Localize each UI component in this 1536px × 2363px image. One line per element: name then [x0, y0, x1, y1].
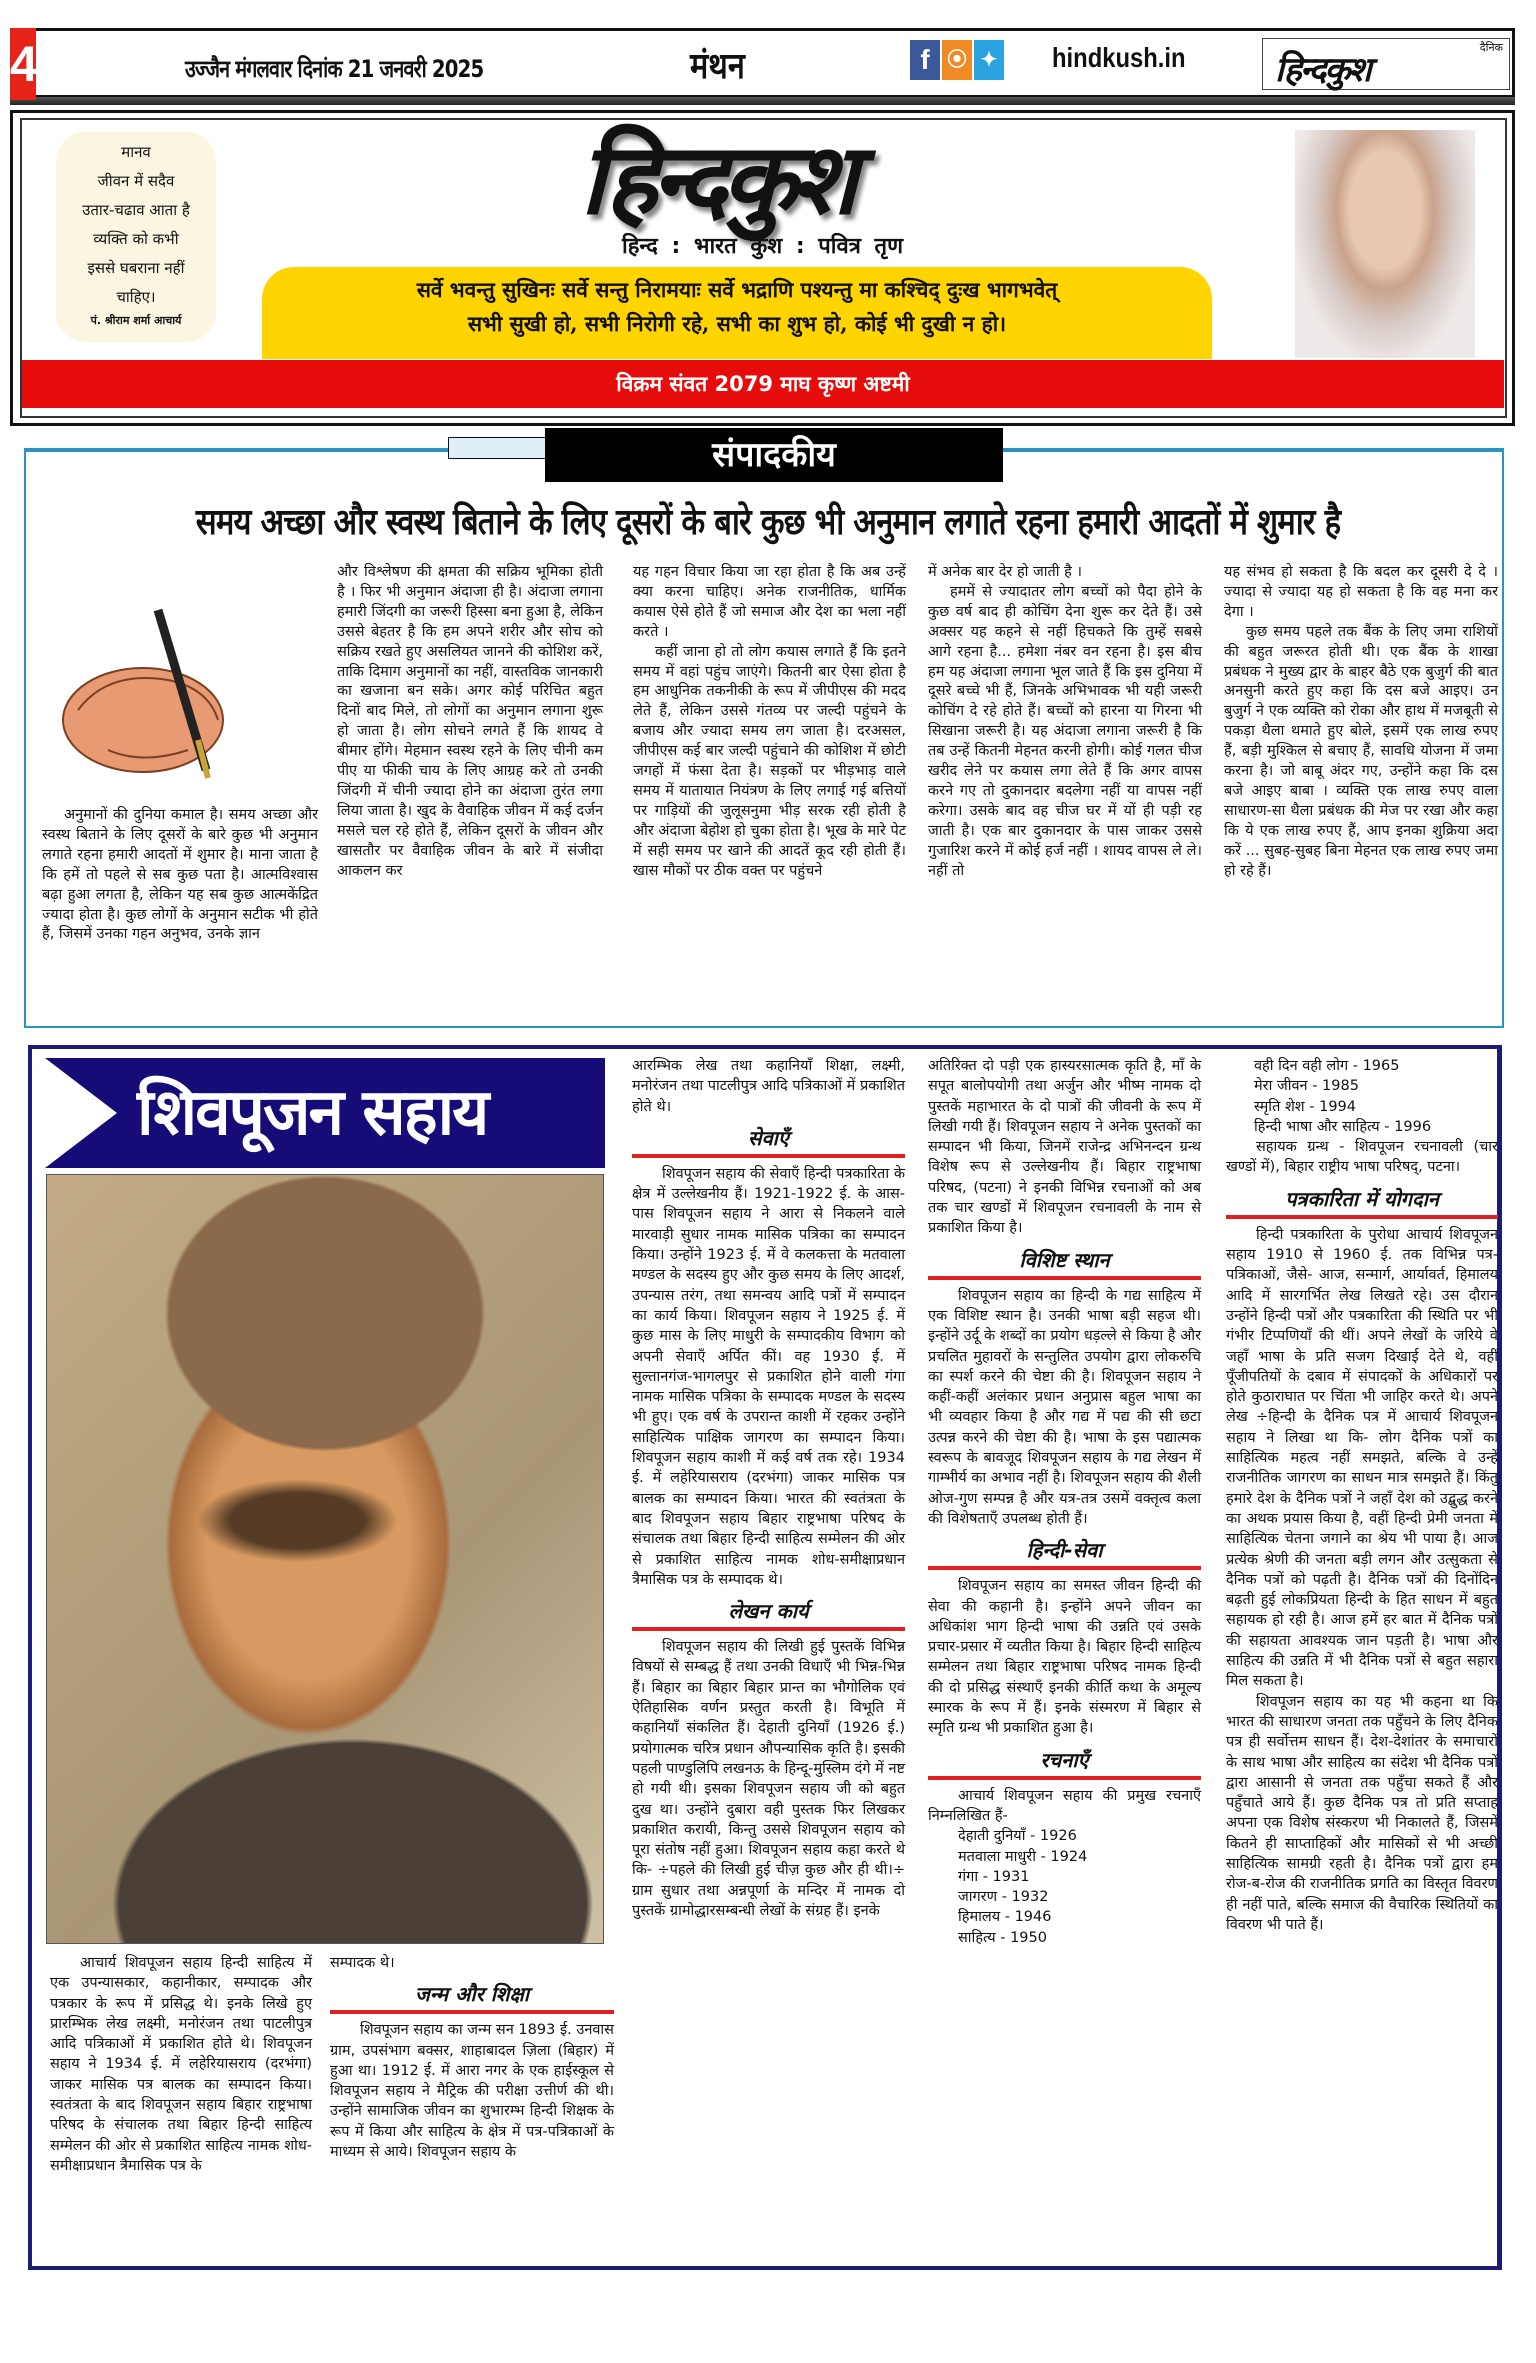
paragraph: कहीं जाना हो तो लोग कयास लगाते हैं कि इतने समय में वहां पहुंच जाएंगे। कितनी बार ऐसा होता है हम आधुनिक तकनीकी के रूप में जीपीएस की मदद लेते हैं, लेकिन उससे गंतव्य पर जल्दी पहुंचने के बजाय और ज्यादा समय लग जाता है। दरअसल, जीपीएस कई बार जल्दी पहुंचाने की कोशिश में छोटी जगहों में फंसा देता है। सड़कों पर भीड़भाड़ वाले समय में यातायात नियंत्रण के लिए लगाई गई बत्तियों पर गाड़ियों की जुलूसनुमा भीड़ सरक रही होती है और अंदाजा बेहोश हो चुका होता है। भूख के मारे पेट में सही समय पर खाने की आदतें कूद रही होती हैं। खास मौकों पर ठीक वक्त पर पहुंचने	[633, 643, 906, 879]
arrow-icon	[45, 1058, 117, 1168]
mini-logo-dainik: दैनिक	[1479, 41, 1503, 54]
social-links	[910, 40, 1004, 80]
paragraph: शिवपूजन सहाय का यह भी कहना था कि भारत की साधारण जनता तक पहुँचने के लिए दैनिक पत्र ही सर्वोत्तम साधन हैं। देश-देशांतर के समाचारों के साथ भाषा और साहित्य का संदेश भी दैनिक पत्रों द्वारा आसानी से जनता तक पहुँचा सकते हैं और पहुँचाते आये हैं। कुछ दैनिक पत्र तो प्रति सप्ताह अपना एक विशेष संस्करण भी निकालते हैं, जिसमें कितने ही साप्ताहिकों और मासिकों से भी अच्छी साहित्यिक सामग्री रहती है। दैनिक पत्रों द्वारा हम रोज-ब-रोज की राजनीतिक प्रगति का विस्तृत विवरण ही नहीं पाते, बल्कि समाज की वैचारिक स्थितियों का विवरण भी पाते हैं।	[1226, 1693, 1498, 1933]
section-heading: लेखन कार्य	[632, 1596, 905, 1631]
reference-note: सहायक ग्रन्थ - शिवपूजन रचनावली (चार खण्डों में), बिहार राष्ट्रीय भाषा परिषद्, पटना।	[1226, 1139, 1498, 1176]
list-item: गंगा - 1931	[958, 1868, 1030, 1885]
paragraph: और विश्लेषण की क्षमता की सक्रिय भूमिका होती है । फिर भी अनुमान अंदाजा ही है। अंदाजा लगाना हमारी जिंदगी का जरूरी हिस्सा बना हुआ है, लेकिन उससे बेहतर है कि हम अपने शरीर और सोच को सक्रिय रखते हुए असलियत जानने की कोशिश करें, ताकि दिमाग अनुमानों का नहीं, वास्तविक जानकारी का खजाना बन सके। अगर कोई परिचित बहुत दिनों बाद मिले, तो लोगों का अनुमान लगाना शुरू हो जाता है। लोग सोचने लगते हैं कि शायद वे बीमार होंगे। मेहमान स्वस्थ रहने के लिए चीनी कम पीए या फीकी चाय के लिए आग्रह करे तो उनकी जिंदगी में चीनी ज्यादा होने का अंदाजा तुरंत लगा लिया जाता है। खुद के वैवाहिक जीवन में कई दर्जन मसले चल रहे होते हैं, लेकिन दूसरों के जीवन और खासतौर पर वैवाहिक जीवन के बारे में संजीदा आकलन कर	[337, 564, 603, 879]
paragraph: शिवपूजन सहाय का समस्त जीवन हिन्दी की सेवा की कहानी है। इन्होंने अपने जीवन का अधिकांश भाग हिन्दी भाषा की उन्नति एवं उसके प्रचार-प्रसार में व्यतीत किया है। बिहार हिन्दी साहित्य सम्मेलन तथा बिहार राष्ट्रभाषा परिषद नामक हिन्दी की दो प्रसिद्ध संस्थाएँ इनकी कीर्ति कथा के अमूल्य स्मारक के रूप में हैं। इनके संस्मरण में बिहार से स्मृति ग्रन्थ भी प्रकाशित हुआ है।	[928, 1578, 1201, 1737]
facebook-icon[interactable]: f	[910, 40, 940, 80]
page-number: 4	[10, 28, 36, 100]
section-heading: जन्म और शिक्षा	[330, 1979, 614, 2014]
quote-line: जीवन में सदैव	[97, 172, 175, 190]
paragraph: आचार्य शिवपूजन सहाय की प्रमुख रचनाएँ निम्नलिखित हैं-	[928, 1787, 1201, 1824]
paragraph: अतिरिक्त दो पड़ी एक हास्यरसात्मक कृति है, माँ के सपूत बालोपयोगी तथा अर्जुन और भीष्म नामक दो पुस्तकें महाभारत के दो पात्रों की जीवनी के रूप में लिखी गयी हैं। शिवपूजन सहाय ने अनेक पुस्तकों का सम्पादन भी किया, जिनमें राजेन्द्र अभिनन्दन ग्रन्थ विशेष रूप से उल्लेखनीय हैं। बिहार राष्ट्रभाषा परिषद, (पटना) ने इनकी विभिन्न रचनाओं को अब तक चार खण्डों में शिवपूजन रचनावली के नाम से प्रकाशित किया है।	[928, 1058, 1201, 1237]
section-heading: हिन्दी-सेवा	[928, 1535, 1201, 1570]
mini-logo-name: हिन्दकुश	[1275, 50, 1370, 90]
editorial-column-4	[928, 563, 1202, 882]
paragraph: शिवपूजन सहाय की लिखी हुई पुस्तकें विभिन्न विषयों से सम्बद्ध हैं तथा उनकी विधाएँ भी भिन्न-भिन्न हैं। बिहार का बिहार बिहार प्रान्त का भौगोलिक एवं ऐतिहासिक वर्णन प्रस्तुत करती है। विभूति में कहानियाँ संकलित हैं। देहाती दुनियाँ (1926 ई.) प्रयोगात्मक चरित्र प्रधान औपन्यासिक कृति है। इसकी पहली पाण्डुलिपि लखनऊ के हिन्दू-मुस्लिम दंगे में नष्ट हो गयी थी। इसका शिवपूजन सहाय जी को बहुत दुख था। उन्होंने दुबारा वही पुस्तक फिर लिखकर प्रकाशित करायी, किन्तु उससे शिवपूजन सहाय को पूरा संतोष नहीं हुआ। शिवपूजन सहाय कहा करते थे कि- ÷पहले की लिखी हुई चीज़ कुछ और ही थी।÷ ग्राम सुधार तथा अन्नपूर्णा के मन्दिर में नामक दो पुस्तकें ग्रामोद्धारसम्बन्धी लेखों के संग्रह हैं। इनके	[632, 1639, 905, 1919]
list-item: मतवाला माधुरी - 1924	[958, 1848, 1088, 1865]
paragraph: कुछ समय पहले तक बैंक के लिए जमा राशियों की बहुत जरूरत होती थी। एक बैंक के शाखा प्रबंधक ने मुख्य द्वार के बाहर बैठे एक बुजुर्ग की बात अनसुनी करते हुए कहा कि दस बजे आइए। उन बुजुर्ग ने एक व्यक्ति को रोका और हाथ में मजबूती से पकड़ा थैला थमाते हुए बोले, इसमें एक लाख रुपए हैं, बड़ी मुश्किल से बचाए हैं, सावधि योजना में जमा करना है। जो बाबू अंदर गए, उन्होंने कहा कि दस बजे आइए बाबा । व्यक्ति एक लाख रुपए वाला साधारण-सा थैला प्रबंधक की मेज पर रखा और कहा कि ये एक लाख रुपए हैं, आप इनका शुक्रिया अदा करें ... सुबह-सुबह बिना मेहनत एक लाख रुपए जमा हो रहे हैं।	[1224, 623, 1498, 879]
editorial-column-2	[337, 563, 603, 882]
header-shadow-bar	[10, 97, 1515, 105]
mini-masthead-logo	[1262, 38, 1510, 90]
paragraph: हिन्दी पत्रकारिता के पुरोधा आचार्य शिवपूजन सहाय 1910 से 1960 ई. तक विभिन्न पत्र-पत्रिकाओं, जैसे- आज, सन्मार्ग, आर्यावर्त, हिमालय आदि में सारगर्भित लेख लिखते रहे। उस दौरान उन्होंने हिन्दी पत्रों और पत्रकारिता की स्थिति पर भी गंभीर टिप्पणियाँ की थीं। अपने लेखों के जरिये वे जहाँ भाषा के प्रति सजग दिखाई देते थे, वहीं पूँजीपतियों के दबाव में संपादकों के अधिकारों पर होते कुठाराघात पर चिंता भी जाहिर करते थे। अपने लेख ÷हिन्दी के दैनिक पत्र में आचार्य शिवपूजन सहाय ने लिखा था कि- लोग दैनिक पत्रों का साहित्यिक महत्व नहीं समझते, बल्कि वे उन्हें राजनीतिक जागरण का साधन मात्र समझते हैं। किंतु हमारे देश के दैनिक पत्रों ने जहाँ देश को उद्बुद्ध करने का अथक प्रयास किया है, वहीं हिन्दी प्रेमी जनता में साहित्यिक चेतना जगाने का श्रेय भी पाया है। आज प्रत्येक श्रेणी की जनता बड़ी लगन और उत्सुकता से दैनिक पत्रों को पढ़ती है। दैनिक पत्रों की दिनोंदिन बढ़ती हुई लोकप्रियता हिन्दी के हित साधन में बहुत सहायक हो रही है। आज हमें हर बात में दैनिक पत्रों की सहायता आवश्यक जान पड़ती है। भाषा और साहित्य की उन्नति में भी दैनिक पत्रों से बहुत सहारा मिल सकता है।	[1226, 1226, 1498, 1690]
masthead-tagline: हिन्द : भारत कुश : पवित्र तृण	[622, 234, 903, 259]
list-item: हिमालय - 1946	[958, 1909, 1052, 1926]
quote-author: पं. श्रीराम शर्मा आचार्य	[90, 314, 182, 327]
paragraph: हममें से ज्यादातर लोग बच्चों को पैदा होने के कुछ वर्ष बाद ही कोचिंग देना शुरू कर देते हैं। उसे अक्सर यह कहने से नहीं हिचकते कि तुम्हें सबसे आगे रहना है... हमेशा नंबर वन रहना है। इस बीच हम यह अंदाजा लगाना भूल जाते हैं कि इस दुनिया में दूसरे बच्चे भी हैं, जिनके अभिभावक भी यही जरूरी कोचिंग दे रहे होते हैं। बच्चों को हारना या गिरना भी सिखाना जरूरी है। यह अंदाजा लगाना जरूरी है कि तब उन्हें कितनी मेहनत करनी होगी। कोई गलत चीज खरीद लेने पर कयास लगा लेते हैं कि अगर वापस करने गए तो दुकानदार बदलेगा नहीं या वापस नहीं करेगा। उसके बाद वह चीज घर में यों ही पड़ी रह जाती है। एक बार दुकानदार के पास जाकर उससे गुजारिश करने में कोई हर्ज नहीं । शायद वापस ले ले। नहीं तो	[928, 583, 1202, 879]
website-link[interactable]: hindkush.in	[1052, 42, 1186, 73]
paragraph: आरम्भिक लेख तथा कहानियाँ शिक्षा, लक्ष्मी, मनोरंजन तथा पाटलीपुत्र आदि पत्रिकाओं में प्रकाशित होते थे।	[632, 1058, 905, 1115]
list-item: साहित्य - 1950	[958, 1929, 1047, 1946]
founder-portrait	[1295, 130, 1475, 358]
feature-portrait	[46, 1174, 604, 1944]
paragraph: सम्पादक थे।	[330, 1955, 395, 1971]
quote-box	[56, 132, 216, 342]
list-item: देहाती दुनियाँ - 1926	[958, 1828, 1077, 1845]
feature-title: शिवपूजन सहाय	[137, 1076, 488, 1150]
mantra-hindi: सभी सुखी हो, सभी निरोगी रहे, सभी का शुभ हो, कोई भी दुखी न हो।	[467, 311, 1007, 336]
mantra-banner	[262, 267, 1212, 359]
feature-title-banner	[45, 1058, 605, 1168]
paragraph: शिवपूजन सहाय की सेवाएँ हिन्दी पत्रकारिता के क्षेत्र में उल्लेखनीय हैं। 1921-1922 ई. के आस-पास शिवपूजन सहाय ने आरा से निकलने वाले मारवाड़ी सुधार नामक मासिक पत्रिका का सम्पादन किया। उन्होंने 1923 ई. में वे कलकत्ता के मतवाला मण्डल के सदस्य हुए और कुछ समय के लिए आदर्श, उपन्यास तरंग, तथा समन्वय आदि पत्रों में सम्पादन का कार्य किया। शिवपूजन सहाय ने 1925 ई. में कुछ मास के लिए माधुरी के सम्पादकीय विभाग को अपनी सेवाएँ अर्पित कीं। वह 1930 ई. में सुल्तानगंज-भागलपुर से प्रकाशित होने वाली गंगा नामक मासिक पत्रिका के सम्पादक मण्डल के सदस्य भी हुए। एक वर्ष के उपरान्त काशी में रहकर उन्होंने साहित्यिक पाक्षिक जागरण का सम्पादन किया। शिवपूजन सहाय काशी में कई वर्ष तक रहे। 1934 ई. में लहेरियासराय (दरभंगा) जाकर मासिक पत्र बालक का सम्पादन किया। भारत की स्वतंत्रता के बाद शिवपूजन सहाय बिहार राष्ट्रभाषा परिषद के संचालक तथा बिहार हिन्दी साहित्य सम्मेलन की ओर से प्रकाशित साहित्य नामक शोध-समीक्षाप्रधान त्रैमासिक पत्र के सम्पादक थे।	[632, 1165, 905, 1588]
editorial-column-5	[1224, 563, 1498, 882]
editorial-column-1	[42, 806, 318, 945]
quote-line: चाहिए।	[116, 288, 156, 306]
editorial-headline: समय अच्छा और स्वस्थ बिताने के लिए दूसरों के बारे कुछ भी अनुमान लगाते रहना हमारी आदतों में शुमार है	[195, 502, 1341, 543]
paragraph: में अनेक बार देर हो जाती है ।	[928, 564, 1082, 580]
list-item: स्मृति शेश - 1994	[1254, 1098, 1357, 1115]
feature-column-5	[1226, 1056, 1498, 1935]
quote-line: इससे घबराना नहीं	[87, 259, 185, 277]
paragraph: यह संभव हो सकता है कि बदल कर दूसरी दे दे । ज्यादा से ज्यादा यह हो सकता है कि वह मना कर देगा ।	[1224, 564, 1498, 620]
section-heading: विशिष्ट स्थान	[928, 1245, 1201, 1280]
quote-line: मानव	[121, 143, 151, 161]
section-name: मंथन	[690, 46, 745, 87]
date-line: उज्जैन मंगलवार दिनांक 21 जनवरी 2025	[185, 55, 484, 83]
paragraph: शिवपूजन सहाय का जन्म सन 1893 ई. उनवास ग्राम, उपसंभाग बक्सर, शाहाबादल ज़िला (बिहार) में हुआ था। 1912 ई. में आरा नगर के एक हाईस्कूल से शिवपूजन सहाय ने मैट्रिक की परीक्षा उत्तीर्ण की थी। उन्होंने सामाजिक जीवन का शुभारम्भ हिन्दी शिक्षक के रूप में किया और साहित्य के क्षेत्र में पत्र-पत्रिकाओं के माध्यम से आये। शिवपूजन सहाय के	[330, 2022, 614, 2161]
editorial-column-3	[633, 563, 906, 882]
editorial-label: संपादकीय	[545, 428, 1003, 482]
mantra-sanskrit: सर्वे भवन्तु सुखिनः सर्वे सन्तु निरामयाः सर्वे भद्राणि पश्यन्तु मा कश्चिद् दुःख भागभवेत्	[416, 277, 1058, 302]
samvat-bar: विक्रम संवत 2079 माघ कृष्ण अष्टमी	[22, 360, 1504, 408]
list-item: जागरण - 1932	[958, 1889, 1049, 1906]
works-list	[928, 1826, 1201, 1948]
paragraph: यह गहन विचार किया जा रहा होता है कि अब उन्हें क्या करना चाहिए। अनेक राजनीतिक, धार्मिक कयास ऐसे होते हैं जो समाज और देश का भला नहीं करते ।	[633, 564, 906, 640]
works-list-continued	[1226, 1056, 1498, 1137]
paragraph: आचार्य शिवपूजन सहाय हिन्दी साहित्य में एक उपन्यासकार, कहानीकार, सम्पादक और पत्रकार के रूप में प्रसिद्ध थे। इनके लिखे हुए प्रारम्भिक लेख लक्ष्मी, मनोरंजन तथा पाटलीपुत्र आदि पत्रिकाओं में प्रकाशित होते थे। शिवपूजन सहाय ने 1934 ई. में लहेरियासराय (दरभंगा) जाकर मासिक पत्र बालक का सम्पादन किया। स्वतंत्रता के बाद शिवपूजन सहाय बिहार राष्ट्रभाषा परिषद के संचालक तथा बिहार हिन्दी साहित्य सम्मेलन की ओर से प्रकाशित साहित्य नामक शोध-समीक्षाप्रधान त्रैमासिक पत्र के	[50, 1955, 312, 2174]
masthead-logo: हिन्दकुश	[580, 123, 852, 237]
paragraph: शिवपूजन सहाय का हिन्दी के गद्य साहित्य में एक विशिष्ट स्थान है। उनकी भाषा बड़ी सहज थी। इन्होंने उर्दू के शब्दों का प्रयोग धड़ल्ले से किया है और प्रचलित मुहावरों के सन्तुलित उपयोग द्वारा लोकरुचि का स्पर्श करने की चेष्टा की है। शिवपूजन सहाय ने कहीं-कहीं अलंकार प्रधान अनुप्रास बहुल भाषा का भी व्यवहार किया है और गद्य में पद्य की सी छटा उत्पन्न करने की चेष्टा की है। भाषा के इस पद्यात्मक स्वरूप के बावजूद शिवपूजन सहाय के गद्य लेखन में गाम्भीर्य का अभाव नहीं है। शिवपूजन सहाय की शैली ओज-गुण सम्पन्न है और यत्र-तत्र उसमें वक्तृत्व कला की विशेषताएँ उपलब्ध होती हैं।	[928, 1287, 1201, 1527]
rss-icon[interactable]: ⦿	[942, 40, 972, 80]
list-item: मेरा जीवन - 1985	[1254, 1078, 1359, 1095]
quote-line: उतार-चढाव आता है	[82, 201, 190, 219]
section-heading: रचनाएँ	[928, 1745, 1201, 1780]
quote-line: व्यक्ति को कभी	[93, 230, 179, 248]
feature-column-4	[928, 1056, 1201, 1948]
hand-pen-illustration	[48, 600, 248, 790]
list-item: हिन्दी भाषा और साहित्य - 1996	[1254, 1118, 1432, 1135]
feature-column-1	[50, 1953, 312, 2176]
section-heading: पत्रकारिता में योगदान	[1226, 1184, 1498, 1219]
section-heading: सेवाएँ	[632, 1123, 905, 1158]
list-item: वही दिन वही लोग - 1965	[1254, 1058, 1400, 1074]
twitter-icon[interactable]: ✦	[974, 40, 1004, 80]
paragraph: अनुमानों की दुनिया कमाल है। समय अच्छा और स्वस्थ बिताने के लिए दूसरों के बारे कुछ भी अनुमान लगाते रहना हमारी आदतों में शुमार है। माना जाता है कि हमें तो पहले से सब कुछ पता है। आत्मविश्वास बढ़ा हुआ लगता है, लेकिन यह सब कुछ आत्मकेंद्रित ज्यादा होता है। कुछ लोगों के अनुमान सटीक भी होते हैं, जिसमें उनका गहन अनुभव, उनके ज्ञान	[42, 807, 318, 943]
feature-column-3	[632, 1056, 905, 1921]
feature-column-2	[330, 1953, 614, 2162]
